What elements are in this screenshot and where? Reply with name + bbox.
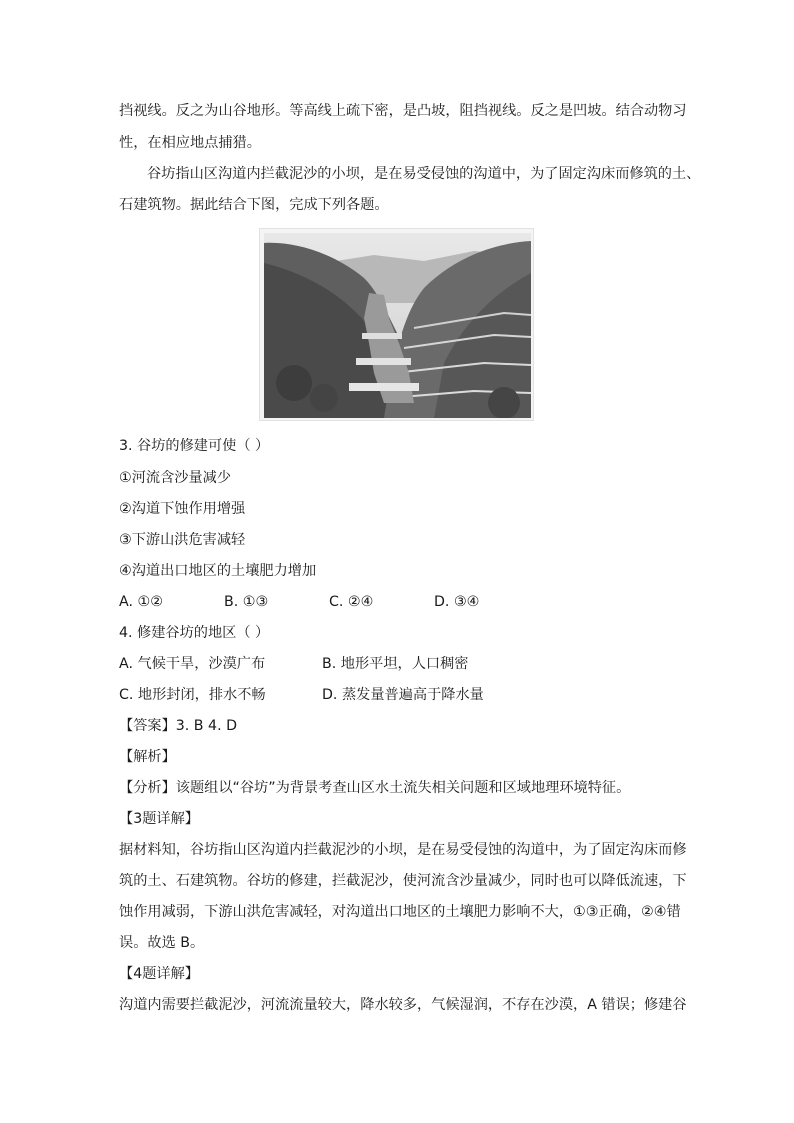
question-3-option-b: B. ①③ — [224, 594, 269, 610]
check-dam-photo — [259, 228, 534, 421]
question-3-detail-line-3: 蚀作用减弱，下游山洪危害减轻，对沟道出口地区的土壤肥力影响不大，①③正确，②④错 — [119, 904, 681, 920]
question-3-detail-heading: 【3题详解】 — [119, 811, 199, 827]
intro-line-3: 谷坊指山区沟道内拦截泥沙的小坝，是在易受侵蚀的沟道中，为了固定沟床而修筑的土、 — [147, 166, 701, 182]
question-3-detail-line-2: 筑的土、石建筑物。谷坊的修建，拦截泥沙，使河流含沙量减少，同时也可以降低流速，下 — [119, 873, 687, 889]
question-4-option-c: C. 地形封闭，排水不畅 — [119, 687, 266, 703]
question-4-stem: 4. 修建谷坊的地区（ ） — [119, 625, 270, 641]
question-3-item-1: ①河流含沙量减少 — [119, 470, 232, 486]
question-3-detail-line-4: 误。故选 B。 — [119, 935, 205, 951]
question-3-detail-line-1: 据材料知，谷坊指山区沟道内拦截泥沙的小坝，是在易受侵蚀的沟道中，为了固定沟床而修 — [119, 842, 687, 858]
intro-line-4: 石建筑物。据此结合下图，完成下列各题。 — [119, 197, 389, 213]
analysis-intro: 【分析】该题组以“谷坊”为背景考查山区水土流失相关问题和区域地理环境特征。 — [119, 780, 631, 796]
question-3-item-3: ③下游山洪危害减轻 — [119, 532, 246, 548]
question-3-option-c: C. ②④ — [329, 594, 374, 610]
question-3-item-4: ④沟道出口地区的土壤肥力增加 — [119, 563, 317, 579]
question-3-item-2: ②沟道下蚀作用增强 — [119, 501, 246, 517]
answer-line: 【答案】3. B 4. D — [119, 718, 238, 734]
intro-line-2: 性，在相应地点捕猎。 — [119, 135, 261, 151]
intro-line-1: 挡视线。反之为山谷地形。等高线上疏下密，是凸坡，阻挡视线。反之是凹坡。结合动物习 — [119, 103, 687, 119]
question-3-option-a: A. ①② — [119, 594, 163, 610]
question-4-option-b: B. 地形平坦，人口稠密 — [322, 656, 469, 672]
question-3-stem: 3. 谷坊的修建可使（ ） — [119, 438, 270, 454]
question-4-option-a: A. 气候干旱，沙漠广布 — [119, 656, 266, 672]
question-4-detail-heading: 【4题详解】 — [119, 966, 199, 982]
question-3-option-d: D. ③④ — [434, 594, 480, 610]
question-4-option-d: D. 蒸发量普遍高于降水量 — [322, 687, 484, 703]
question-4-detail-line-1: 沟道内需要拦截泥沙，河流流量较大，降水较多，气候湿润，不存在沙漠，A 错误；修建谷 — [119, 997, 687, 1013]
analysis-heading: 【解析】 — [119, 749, 176, 765]
